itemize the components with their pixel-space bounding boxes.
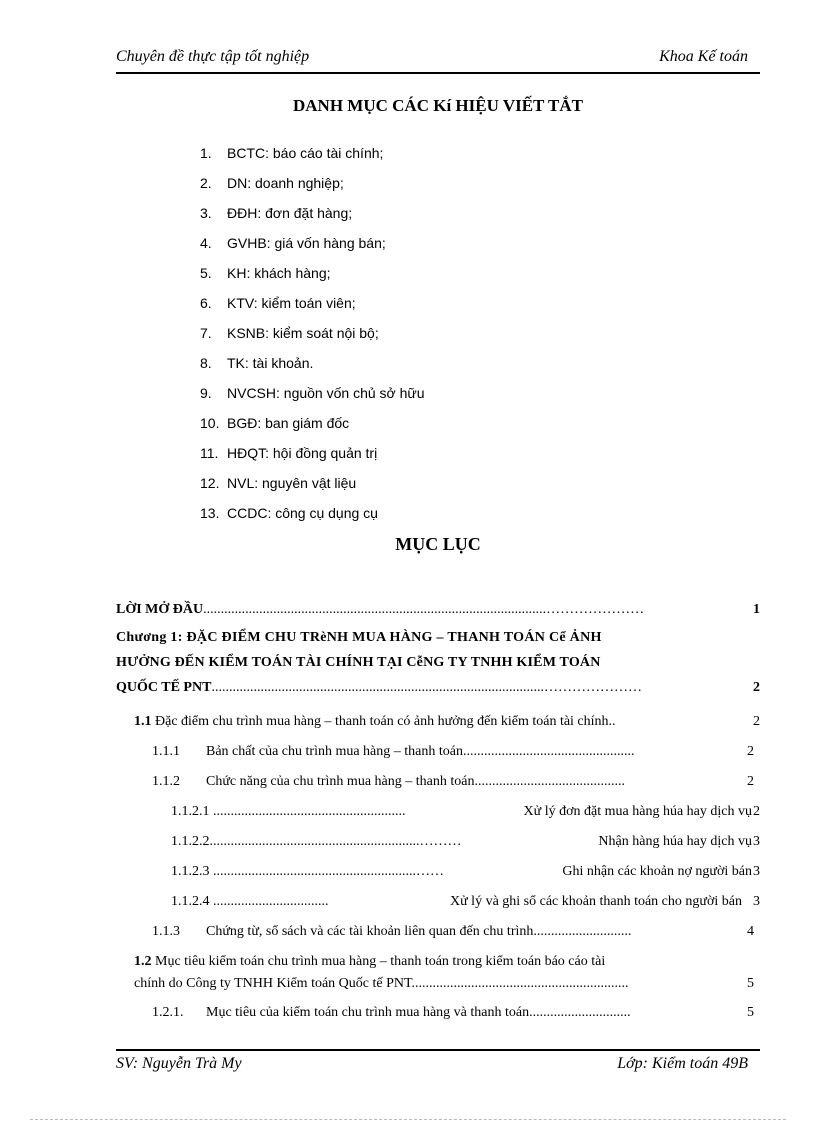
abbreviation-list-item bbox=[200, 288, 425, 318]
list-item-text: DN: doanh nghiệp; bbox=[227, 175, 344, 191]
toc-leader-dots: ..................................................................................................………………… bbox=[203, 602, 645, 617]
toc-leader-dots: ................................. bbox=[209, 894, 329, 909]
toc-leader-dots: ..........................................................…… bbox=[209, 864, 444, 879]
toc-section-number: 1.1.2 bbox=[152, 774, 180, 789]
toc-leader-dots: ........................................... bbox=[474, 774, 625, 789]
toc-page-number: 2 bbox=[753, 804, 760, 819]
toc-entry-1-1-2-4[interactable] bbox=[171, 894, 760, 910]
page-boundary bbox=[30, 1119, 786, 1120]
list-item-number: 12. bbox=[200, 475, 220, 491]
toc-page-number: 2 bbox=[747, 774, 754, 789]
toc-entry-text: Mục tiêu kiểm toán chu trình mua hàng – thanh toán trong kiểm toán báo cáo tài bbox=[151, 954, 606, 969]
toc-page-number: 1 bbox=[753, 602, 760, 617]
toc-leader-dots: ................................................. bbox=[462, 744, 635, 759]
toc-page-number: 3 bbox=[753, 864, 760, 879]
list-item-text: KH: khách hàng; bbox=[227, 265, 331, 281]
list-item-text: NVCSH: nguồn vốn chủ sở hữu bbox=[227, 385, 425, 401]
toc-entry-1-1-1[interactable] bbox=[152, 744, 760, 760]
toc-entry-1-1-2-1[interactable] bbox=[171, 804, 760, 820]
toc-page-number: 2 bbox=[753, 714, 760, 729]
toc-page-number: 2 bbox=[753, 680, 760, 695]
toc-entry-1-2-line-2[interactable] bbox=[134, 976, 760, 992]
list-item-number: 8. bbox=[200, 355, 212, 371]
toc-title: MỤC LỤC bbox=[395, 534, 481, 554]
toc-entry-1-1[interactable] bbox=[134, 714, 760, 730]
abbreviation-list-item bbox=[200, 168, 425, 198]
abbreviation-list-item bbox=[200, 228, 425, 258]
toc-section-number: 1.1 bbox=[134, 714, 152, 729]
toc-leader-dots: .. bbox=[608, 714, 616, 729]
toc-entry-text: Chứng từ, sổ sách và các tài khoản liên quan đến chu trình bbox=[206, 924, 534, 939]
toc-entry-1-1-2-2[interactable] bbox=[171, 834, 760, 850]
abbreviation-list-item bbox=[200, 138, 425, 168]
toc-section-number: 1.1.2.3 bbox=[171, 864, 210, 879]
list-item-text: TK: tài khoản. bbox=[227, 355, 314, 371]
header-rule bbox=[116, 72, 760, 74]
list-item-number: 4. bbox=[200, 235, 212, 251]
abbreviation-list-item bbox=[200, 378, 425, 408]
list-item-number: 9. bbox=[200, 385, 212, 401]
list-item-text: HĐQT: hội đồng quản trị bbox=[227, 445, 378, 461]
abbreviation-list-item bbox=[200, 348, 425, 378]
toc-entry-text: QUỐC TẾ PNT bbox=[116, 680, 212, 695]
abbreviation-list-item bbox=[200, 438, 425, 468]
toc-entry-text: Xử lý và ghi sổ các khoản thanh toán cho người bán bbox=[449, 894, 742, 909]
toc-entry-text: Xử lý đơn đặt mua hàng húa hay dịch vụ bbox=[523, 804, 752, 819]
toc-leader-dots: ............................. bbox=[529, 1005, 631, 1020]
list-item-number: 3. bbox=[200, 205, 212, 221]
list-item-text: KSNB: kiểm soát nội bộ; bbox=[227, 325, 379, 341]
toc-entry-1-2-1[interactable] bbox=[152, 1005, 760, 1021]
list-item-number: 11. bbox=[200, 445, 219, 461]
toc-entry-1-1-3[interactable] bbox=[152, 924, 760, 940]
list-item-number: 6. bbox=[200, 295, 212, 311]
toc-leader-dots: ...............................................................................................………………… bbox=[211, 680, 642, 695]
toc-entry-chapter-1-line-1[interactable]: Chương 1: ĐẶC ĐIỂM CHU TRèNH MUA HÀNG – THANH TOÁN Cể ẢNH bbox=[116, 630, 602, 645]
abbreviation-list bbox=[200, 138, 425, 528]
toc-leader-dots: .............................................................. bbox=[411, 976, 629, 991]
list-item-text: ĐĐH: đơn đặt hàng; bbox=[227, 205, 353, 221]
toc-entry-chapter-1-line-3[interactable] bbox=[116, 680, 760, 696]
toc-page-number: 5 bbox=[747, 976, 754, 991]
list-item-number: 2. bbox=[200, 175, 212, 191]
footer-left-text: SV: Nguyễn Trà My bbox=[116, 1055, 242, 1072]
abbreviation-list-item bbox=[200, 198, 425, 228]
abbreviation-list-item bbox=[200, 318, 425, 348]
toc-entry-loi-mo-dau[interactable] bbox=[116, 602, 760, 618]
toc-entry-text: Mục tiêu của kiểm toán chu trình mua hàng và thanh toán bbox=[206, 1005, 530, 1020]
toc-section-number: 1.1.2.2 bbox=[171, 834, 210, 849]
toc-section-number: 1.1.2.4 bbox=[171, 894, 210, 909]
header-left-text: Chuyên đề thực tập tốt nghiệp bbox=[116, 48, 310, 65]
list-item-text: CCDC: công cụ dụng cụ bbox=[227, 505, 378, 521]
toc-entry-1-1-2[interactable] bbox=[152, 774, 760, 790]
toc-section-number: 1.2.1. bbox=[152, 1005, 184, 1020]
toc-entry-1-1-2-3[interactable] bbox=[171, 864, 760, 880]
toc-section-number: 1.1.1 bbox=[152, 744, 180, 759]
list-item-number: 7. bbox=[200, 325, 212, 341]
toc-page-number: 4 bbox=[747, 924, 754, 939]
header-right-text: Khoa Kế toán bbox=[659, 48, 748, 65]
abbreviation-list-item bbox=[200, 498, 425, 528]
list-item-text: NVL: nguyên vật liệu bbox=[227, 475, 357, 491]
abbreviation-list-item bbox=[200, 468, 425, 498]
toc-page-number: 3 bbox=[753, 834, 760, 849]
list-item-text: BGĐ: ban giám đốc bbox=[227, 415, 350, 431]
toc-entry-text: Ghi nhận các khoản nợ người bán bbox=[562, 864, 752, 879]
toc-section-number: 1.1.3 bbox=[152, 924, 180, 939]
abbreviation-list-item bbox=[200, 408, 425, 438]
toc-entry-text: LỜI MỞ ĐẦU bbox=[116, 602, 204, 617]
toc-entry-text: Nhận hàng húa hay dịch vụ bbox=[598, 834, 752, 849]
toc-entry-chapter-1-line-2[interactable]: HƯỞNG ĐẾN KIỂM TOÁN TÀI CHÍNH TẠI CễNG TY TNHH KIỂM TOÁN bbox=[116, 655, 601, 670]
toc-page-number: 5 bbox=[747, 1005, 754, 1020]
list-item-text: GVHB: giá vốn hàng bán; bbox=[227, 235, 386, 251]
toc-leader-dots: ............................................................……… bbox=[209, 834, 462, 849]
toc-leader-dots: ............................ bbox=[533, 924, 632, 939]
list-item-number: 5. bbox=[200, 265, 212, 281]
list-item-text: BCTC: báo cáo tài chính; bbox=[227, 145, 384, 161]
toc-entry-1-2-line-1[interactable] bbox=[134, 954, 760, 970]
footer-right-text: Lớp: Kiểm toán 49B bbox=[617, 1055, 748, 1072]
toc-section-number: 1.2 bbox=[134, 954, 152, 969]
toc-leader-dots: ....................................................... bbox=[209, 804, 406, 819]
toc-entry-text: Chức năng của chu trình mua hàng – thanh toán bbox=[206, 774, 475, 789]
toc-section-number: 1.1.2.1 bbox=[171, 804, 210, 819]
abbreviation-list-item bbox=[200, 258, 425, 288]
toc-entry-text: Đặc điểm chu trình mua hàng – thanh toán có ảnh hưởng đến kiểm toán tài chính bbox=[151, 714, 609, 729]
toc-entry-text: Bản chất của chu trình mua hàng – thanh toán bbox=[206, 744, 463, 759]
toc-entry-text: chính do Công ty TNHH Kiểm toán Quốc tế PNT bbox=[134, 976, 412, 991]
abbreviation-list-title: DANH MỤC CÁC Kí HIỆU VIẾT TẮT bbox=[293, 96, 583, 115]
list-item-number: 1. bbox=[200, 145, 212, 161]
toc-page-number: 3 bbox=[753, 894, 760, 909]
list-item-number: 13. bbox=[200, 505, 220, 521]
footer-rule bbox=[116, 1049, 760, 1051]
list-item-text: KTV: kiểm toán viên; bbox=[227, 295, 356, 311]
list-item-number: 10. bbox=[200, 415, 220, 431]
toc-page-number: 2 bbox=[747, 744, 754, 759]
